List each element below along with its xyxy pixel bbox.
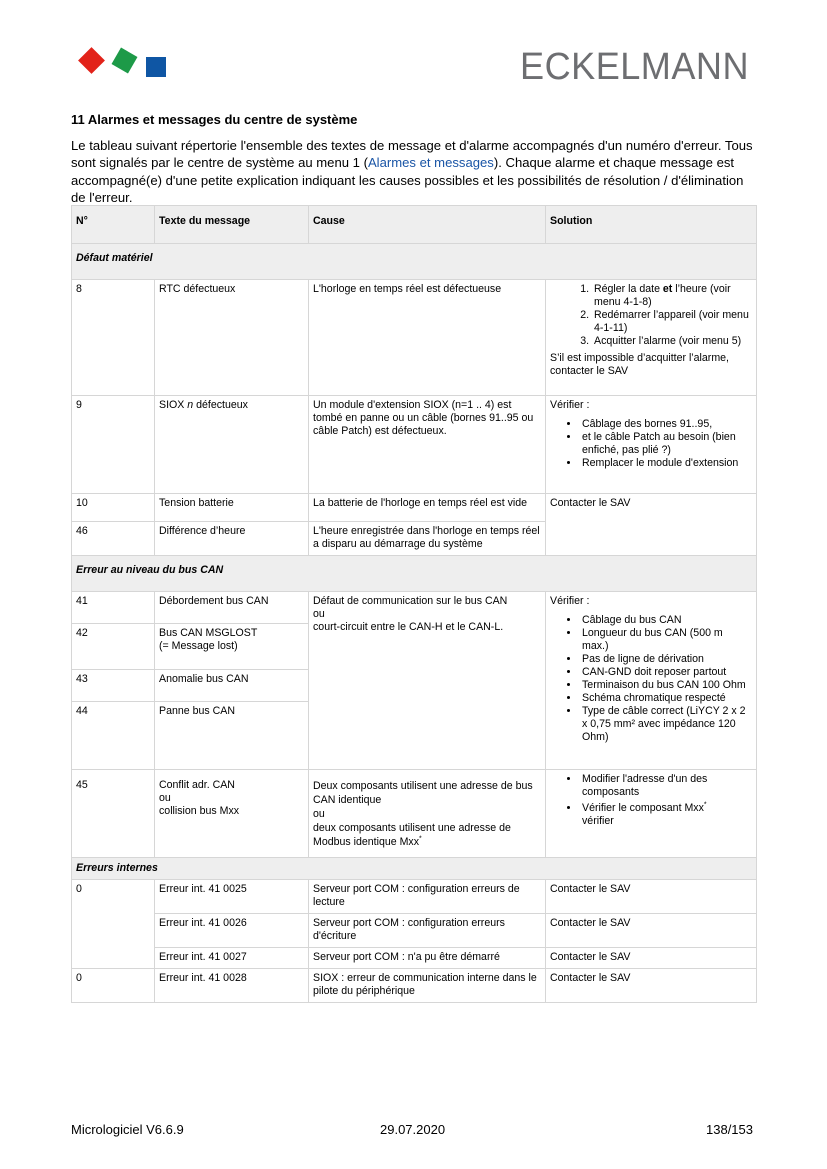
row-message: Différence d’heure [155,522,309,556]
row-cause: Serveur port COM : configuration erreurs d'écriture [309,914,546,948]
row-message: Erreur int. 41 0027 [155,948,309,969]
row-message: Erreur int. 41 0025 [155,880,309,914]
table-row [72,770,757,858]
row-cause: Serveur port COM : n'a pu être démarré [309,948,546,969]
row-message: Bus CAN MSGLOST (= Message lost) [155,624,309,670]
list-item: • Remplacer le module d'extension [580,457,752,470]
group-label: Erreurs internes [72,858,757,880]
row-cause: L'heure enregistrée dans l'horloge en temps réel a disparu au démarrage du système [309,522,546,556]
row-solution [546,770,757,858]
row-cause: SIOX : erreur de communication interne dans le pilote du périphérique [309,969,546,1003]
intro-text-after: ). Chaque alarme et chaque message est accompagné(e) d'une petite explication indiquant les causes possibles et les possibilités de résolution / d'élimination de l'erreur. [71,155,744,206]
row-cause: L'horloge en temps réel est défectueuse [309,280,546,396]
solution-lead: Vérifier : [550,399,590,411]
row-number: 46 [72,522,155,556]
section-title: 11 Alarmes et messages du centre de système [71,112,358,127]
alarms-messages-link[interactable]: Alarmes et messages [367,155,494,171]
list-item: • Schéma chromatique respecté [580,692,752,705]
solution-bullets [550,418,752,470]
row-solution: Contacter le SAV [546,880,757,914]
col-header-cause: Cause [309,206,546,244]
row-message: Erreur int. 41 0028 [155,969,309,1003]
brand-logo-text: ECKELMANN [520,46,749,88]
row-message: Tension batterie [155,494,309,522]
row-number: 9 [72,396,155,494]
alarm-messages-table [71,205,757,1003]
row-message: Erreur int. 41 0026 [155,914,309,948]
list-item: • Longueur du bus CAN (500 m max.) [580,627,752,653]
group-label: Erreur au niveau du bus CAN [72,556,757,592]
table-row [72,494,757,522]
cause-line: Défaut de communication sur le bus CAN [313,595,508,607]
table-row [72,914,757,948]
list-item: 1. Régler la date et l’heure (voir menu 4-1-8) [592,283,752,309]
list-item: • Pas de ligne de dérivation [580,653,752,666]
col-header-solution: Solution [546,206,757,244]
row-message: SIOX n défectueux [155,396,309,494]
list-item: • Type de câble correct (LiYCY 2 x 2 x 0,75 mm² avec impédance 120 Ohm) [580,705,752,744]
row-message: Panne bus CAN [155,702,309,770]
list-item: • et le câble Patch au besoin (bien enfiché, pas plié ?) [580,431,752,457]
footer-page-number: 138/153 [706,1122,753,1137]
solution-bullets [550,773,752,828]
solution-lead: Vérifier : [550,595,590,607]
row-solution [546,592,757,770]
row-cause: Deux composants utilisent une adresse de bus CAN identique ou deux composants utilisent une adresse de Modbus identique Mxx* [309,770,546,858]
row-solution: Contacter le SAV [546,969,757,1003]
row-message: Anomalie bus CAN [155,670,309,702]
row-number: 45 [72,770,155,858]
intro-paragraph [71,137,761,207]
intro-text-before: Le tableau suivant répertorie l'ensemble des textes de message et d'alarme accompagnés d'un numéro d'erreur. Tous sont signalés par le centre de système au menu 1 ( [71,138,753,171]
row-message: RTC défectueux [155,280,309,396]
row-number: 0 [72,969,155,1003]
list-item: • Vérifier le composant Mxx* vérifier [580,802,752,828]
row-number: 43 [72,670,155,702]
row-number: 41 [72,592,155,624]
col-header-message: Texte du message [155,206,309,244]
table-row [72,396,757,494]
footer-date: 29.07.2020 [380,1122,446,1137]
list-item: • Modifier l'adresse d'un des composants [580,773,752,799]
list-item: • CAN-GND doit reposer partout [580,666,752,679]
cause-line: ou [313,608,325,620]
table-row [72,592,757,624]
list-item: • Câblage du bus CAN [580,614,752,627]
row-solution [546,396,757,494]
list-item: 3. Acquitter l’alarme (voir menu 5) [592,335,752,348]
group-row-hardware [72,244,757,280]
row-solution: Contacter le SAV [546,948,757,969]
solution-note: S’il est impossible d’acquitter l’alarme, contacter le SAV [550,352,729,377]
row-solution: Contacter le SAV [546,914,757,948]
row-message: Conflit adr. CAN ou collision bus Mxx [155,770,309,858]
row-number: 0 [72,880,155,969]
row-cause: Serveur port COM : configuration erreurs de lecture [309,880,546,914]
row-number: 8 [72,280,155,396]
solution-steps [550,283,752,348]
row-number: 10 [72,494,155,522]
list-item: 2. Redémarrer l’appareil (voir menu 4-1-11) [592,309,752,335]
table-row [72,969,757,1003]
row-number: 44 [72,702,155,770]
row-cause [309,592,546,770]
group-label: Défaut matériel [72,244,757,280]
table-row [72,948,757,969]
row-number: 42 [72,624,155,670]
row-cause: La batterie de l'horloge en temps réel est vide [309,494,546,522]
cause-line: court-circuit entre le CAN-H et le CAN-L. [313,621,504,633]
group-row-can [72,556,757,592]
row-solution [546,280,757,396]
eckelmann-logo-squares [75,44,170,80]
group-row-internal [72,858,757,880]
table-row [72,280,757,396]
footer-firmware-version: Micrologiciel V6.6.9 [71,1122,184,1137]
solution-bullets [550,614,752,744]
table-row [72,880,757,914]
col-header-number: N° [72,206,155,244]
list-item: • Terminaison du bus CAN 100 Ohm [580,679,752,692]
list-item: • Câblage des bornes 91..95, [580,418,752,431]
row-solution: Contacter le SAV [546,494,757,556]
table-header-row [72,206,757,244]
row-message: Débordement bus CAN [155,592,309,624]
row-cause: Un module d'extension SIOX (n=1 .. 4) est tombé en panne ou un câble (bornes 91..95 ou câble Patch) est défectueux. [309,396,546,494]
